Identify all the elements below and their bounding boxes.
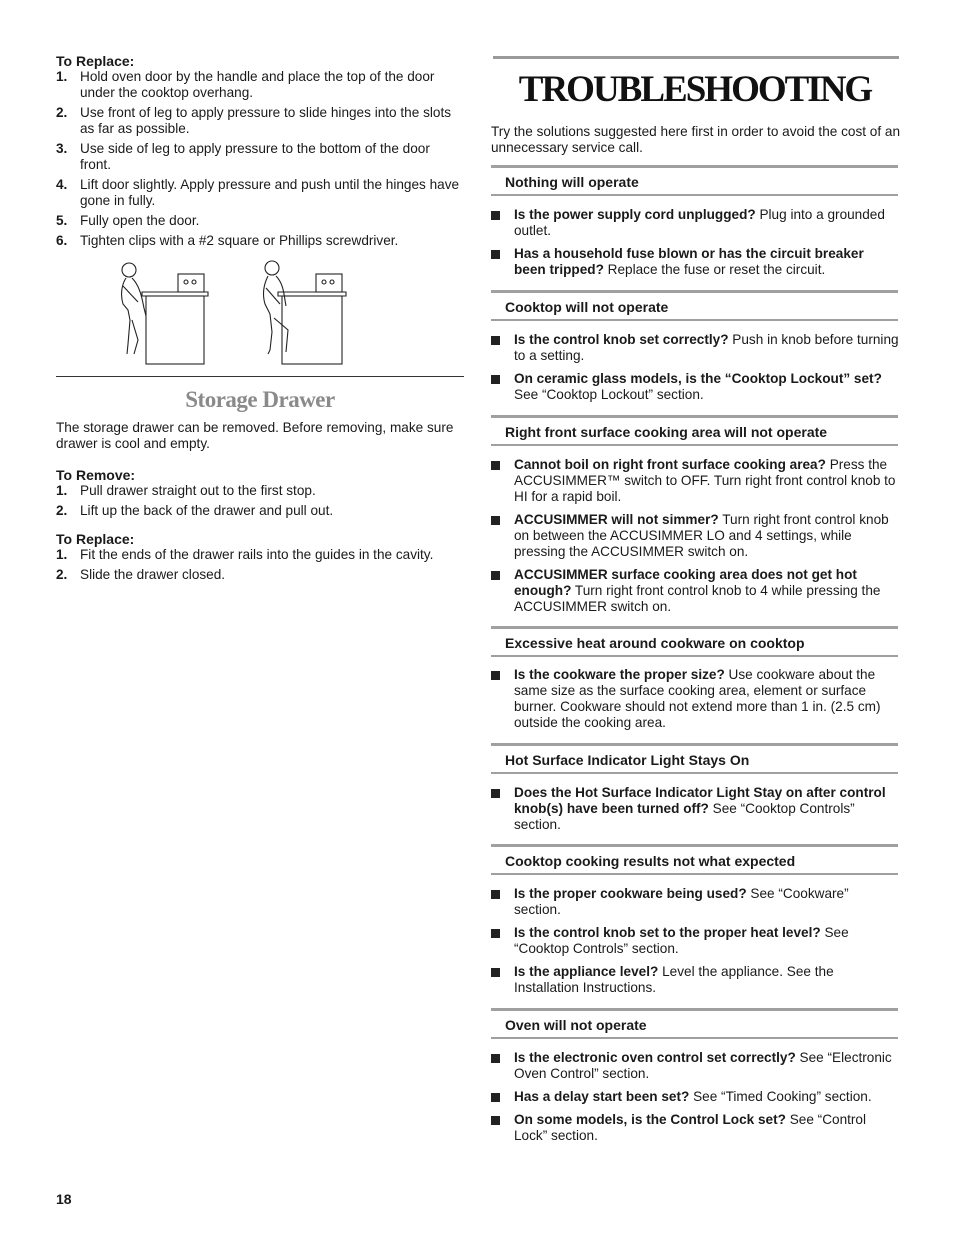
question: ACCUSIMMER will not simmer? — [514, 512, 719, 527]
door-replace-block — [56, 53, 464, 253]
section-heading: Nothing will operate — [505, 174, 639, 190]
troubleshooting-intro: Try the solutions suggested here first in order to avoid the cost of an unnecessary service call. — [491, 124, 901, 155]
bullet-square-icon — [491, 211, 500, 220]
list-item — [491, 1112, 899, 1144]
question: On some models, is the Control Lock set? — [514, 1112, 786, 1127]
bullet-square-icon — [491, 250, 500, 259]
step-number: 6. — [56, 233, 68, 248]
step-item — [56, 105, 464, 137]
question: ACCUSIMMER surface cooking area does not get hot enough? — [514, 567, 857, 598]
bullet-square-icon — [491, 890, 500, 899]
step-text: Use front of leg to apply pressure to slide hinges into the slots as far as possible. — [80, 105, 452, 136]
question: Cannot boil on right front surface cooking area? — [514, 457, 826, 472]
section-heading: Cooktop will not operate — [505, 299, 669, 315]
bullet-square-icon — [491, 671, 500, 680]
storage-drawer-block — [56, 420, 464, 587]
section-heading: Cooktop cooking results not what expected — [505, 853, 796, 869]
section-items — [491, 667, 899, 738]
step-text: Tighten clips with a #2 square or Phillips screwdriver. — [80, 233, 399, 248]
answer: See “Cooktop Controls” section. — [514, 925, 849, 956]
step-item — [56, 567, 464, 583]
answer: See “Cooktop Lockout” section. — [514, 387, 704, 402]
list-item — [491, 512, 899, 560]
list-item — [491, 667, 899, 731]
answer: Push in knob before turning to a setting. — [514, 332, 899, 363]
step-text: Lift door slightly. Apply pressure and push until the hinges have gone in fully. — [80, 177, 460, 208]
door-replace-steps — [56, 69, 464, 249]
list-item — [491, 964, 899, 996]
step-number: 1. — [56, 483, 68, 498]
list-item — [491, 246, 899, 278]
answer: Plug into a grounded outlet. — [514, 207, 885, 238]
list-item — [491, 1050, 899, 1082]
answer: See “Control Lock” section. — [514, 1112, 867, 1143]
list-item — [491, 207, 899, 239]
step-number: 2. — [56, 503, 68, 518]
section-items — [491, 457, 899, 622]
step-text: Lift up the back of the drawer and pull out. — [80, 503, 334, 518]
storage-drawer-title: Storage Drawer — [185, 387, 335, 412]
question: Is the power supply cord unplugged? — [514, 207, 756, 222]
page-number: 18 — [56, 1191, 72, 1207]
section-heading: Hot Surface Indicator Light Stays On — [505, 752, 750, 768]
list-item — [491, 1089, 899, 1105]
list-item — [491, 567, 899, 615]
answer: See “Timed Cooking” section. — [689, 1089, 872, 1104]
bullet-square-icon — [491, 789, 500, 798]
step-item — [56, 503, 464, 519]
question: On ceramic glass models, is the “Cooktop Lockout” set? — [514, 371, 882, 386]
section-header-nothing-will-operate — [491, 165, 898, 196]
storage-replace-steps — [56, 547, 464, 583]
storage-remove-heading: To Remove: — [56, 467, 136, 483]
step-text: Fully open the door. — [80, 213, 200, 228]
question: Is the electronic oven control set correctly? — [514, 1050, 796, 1065]
section-items — [491, 785, 899, 840]
bullet-square-icon — [491, 571, 500, 580]
list-item — [491, 457, 899, 505]
answer: Press the ACCUSIMMER™ switch to OFF. Turn right front control knob to HI for a rapid boil. — [514, 457, 896, 504]
list-item — [491, 785, 899, 833]
section-items — [491, 1050, 899, 1151]
step-number: 3. — [56, 141, 68, 156]
title-rule — [493, 56, 899, 59]
list-item — [491, 886, 899, 918]
bullet-square-icon — [491, 1093, 500, 1102]
bullet-square-icon — [491, 516, 500, 525]
section-header-excessive-heat — [491, 626, 898, 657]
step-item — [56, 483, 464, 499]
troubleshooting-title: TROUBLESHOOTING — [518, 69, 872, 110]
question: Is the cookware the proper size? — [514, 667, 725, 682]
question: Is the control knob set correctly? — [514, 332, 729, 347]
bullet-square-icon — [491, 1054, 500, 1063]
step-item — [56, 213, 464, 229]
step-text: Pull drawer straight out to the first stop. — [80, 483, 316, 498]
question: Has a delay start been set? — [514, 1089, 690, 1104]
door-replace-heading: To Replace: — [56, 53, 135, 69]
section-header-cooktop-will-not-operate — [491, 290, 898, 321]
step-item — [56, 547, 464, 563]
section-header-cooktop-results — [491, 844, 898, 875]
list-item — [491, 371, 899, 403]
step-number: 4. — [56, 177, 68, 192]
step-number: 2. — [56, 567, 68, 582]
question: Does the Hot Surface Indicator Light Stay on after control knob(s) have been turned off? — [514, 785, 886, 816]
answer: See “Cooktop Controls” section. — [514, 801, 855, 832]
answer: Turn right front control knob to 4 while pressing the ACCUSIMMER switch on. — [514, 583, 881, 614]
step-text: Fit the ends of the drawer rails into the guides in the cavity. — [80, 547, 434, 562]
step-item — [56, 69, 464, 101]
storage-remove-steps — [56, 483, 464, 519]
bullet-square-icon — [491, 968, 500, 977]
step-text: Hold oven door by the handle and place the top of the door under the cooktop overhang. — [80, 69, 435, 100]
bullet-square-icon — [491, 461, 500, 470]
section-heading: Excessive heat around cookware on cooktop — [505, 635, 805, 651]
bullet-square-icon — [491, 1116, 500, 1125]
step-number: 1. — [56, 69, 68, 84]
step-number: 2. — [56, 105, 68, 120]
answer: Use cookware about the same size as the surface cooking area, element or surface burner. Cookware should not extend more than 1 in. (2.5 cm) outside the cooking area. — [514, 667, 881, 730]
answer: See “Electronic Oven Control” section. — [514, 1050, 892, 1081]
question: Is the control knob set to the proper heat level? — [514, 925, 821, 940]
step-item — [56, 177, 464, 209]
bullet-square-icon — [491, 336, 500, 345]
answer: See “Cookware” section. — [514, 886, 849, 917]
step-number: 5. — [56, 213, 68, 228]
question: Has a household fuse blown or has the circuit breaker been tripped? — [514, 246, 864, 277]
section-items — [491, 886, 899, 1003]
bullet-square-icon — [491, 929, 500, 938]
step-text: Slide the drawer closed. — [80, 567, 226, 582]
door-install-illustration — [120, 258, 348, 366]
answer: Replace the fuse or reset the circuit. — [603, 262, 826, 277]
step-item — [56, 233, 464, 249]
step-item — [56, 141, 464, 173]
section-heading: Oven will not operate — [505, 1017, 647, 1033]
question: Is the appliance level? — [514, 964, 659, 979]
step-text: Use side of leg to apply pressure to the bottom of the door front. — [80, 141, 430, 172]
section-items — [491, 207, 899, 285]
answer: Turn right front control knob on between the ACCUSIMMER LO and 4 settings, while pressing the ACCUSIMMER switch on. — [514, 512, 889, 559]
section-header-hot-surface-light — [491, 743, 898, 774]
storage-replace-heading: To Replace: — [56, 531, 135, 547]
section-header-oven-will-not-operate — [491, 1008, 898, 1039]
question: Is the proper cookware being used? — [514, 886, 747, 901]
section-items — [491, 332, 899, 410]
answer: Level the appliance. See the Installation Instructions. — [514, 964, 834, 995]
list-item — [491, 925, 899, 957]
section-heading: Right front surface cooking area will not operate — [505, 424, 828, 440]
step-number: 1. — [56, 547, 68, 562]
bullet-square-icon — [491, 375, 500, 384]
section-divider — [56, 376, 464, 377]
section-header-right-front-surface — [491, 415, 898, 446]
storage-intro: The storage drawer can be removed. Before removing, make sure drawer is cool and empty. — [56, 420, 454, 451]
list-item — [491, 332, 899, 364]
